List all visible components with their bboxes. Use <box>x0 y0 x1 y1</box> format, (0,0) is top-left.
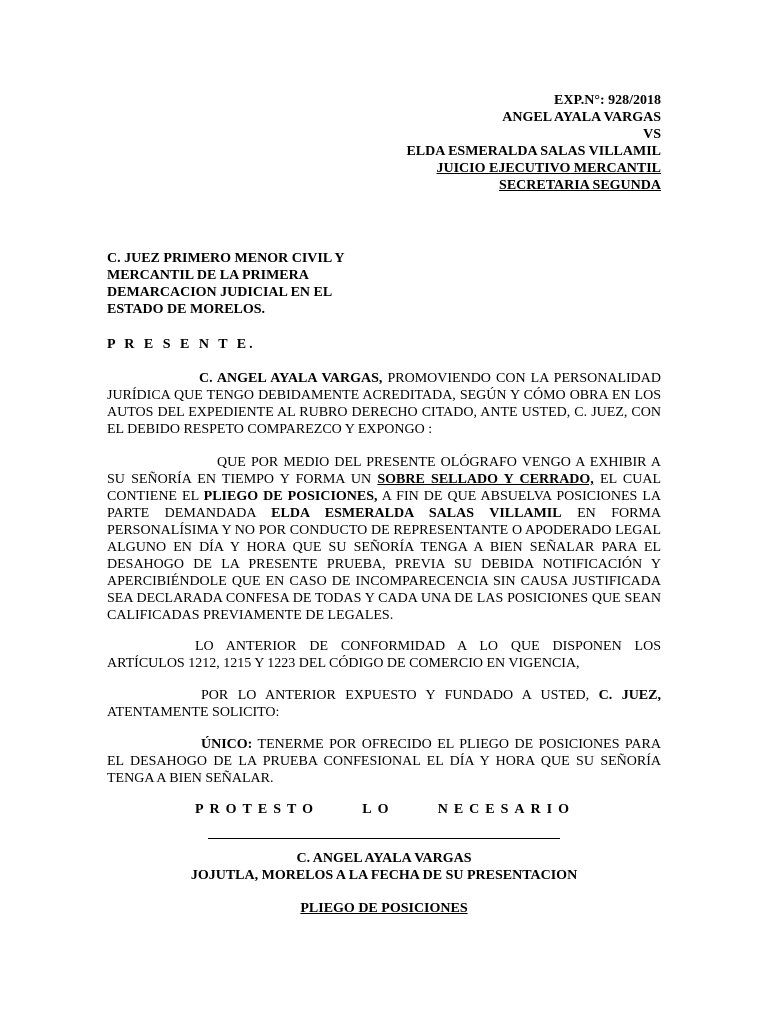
exhibit-paragraph <box>107 454 661 624</box>
addressee-line: ESTADO DE MORELOS. <box>107 302 266 317</box>
defendant-ref-text: ELDA ESMERALDA SALAS VILLAMIL <box>271 506 562 521</box>
legal-basis-paragraph: LO ANTERIOR DE CONFORMIDAD A LO QUE DISPONEN LOS ARTÍCULOS 1212, 1215 Y 1223 DEL CÓDIGO DE COMERCIO EN VIGENCIA, <box>107 639 661 671</box>
addressee-block <box>107 250 661 318</box>
case-header <box>107 92 661 194</box>
protesto-word: LO <box>362 802 395 817</box>
unico-paragraph <box>107 736 661 787</box>
addressee-line: DEMARCACION JUDICIAL EN EL <box>107 285 333 300</box>
pliego-ref-text: PLIEGO DE POSICIONES, <box>203 489 378 504</box>
protesto-word: NECESARIO <box>437 802 575 817</box>
signature-name: C. ANGEL AYALA VARGAS <box>296 851 472 866</box>
actor-name: ANGEL AYALA VARGAS <box>502 110 661 125</box>
signature-place: JOJUTLA, MORELOS A LA FECHA DE SU PRESENTACION <box>190 868 578 883</box>
secretaria-label: SECRETARIA SEGUNDA <box>499 178 661 193</box>
exhibit-text: EL CUAL CONTIENE EL <box>107 472 661 504</box>
versus-label: VS <box>643 127 661 142</box>
exhibit-text: QUE POR MEDIO DEL PRESENTE OLÓGRAFO VENGO A EXHIBIR A SU SEÑORÍA EN TIEMPO Y FORMA UN <box>107 455 661 487</box>
intro-text: PROMOVIENDO CON LA PERSONALIDAD JURÍDICA QUE TENGO DEBIDAMENTE ACREDITADA, SEGÚN Y CÓMO OBRA EN LOS AUTOS DEL EXPEDIENTE AL RUBRO DERECHO CITADO, ANTE USTED, C. JUEZ, CON EL DEBIDO RESPETO COMPAREZCO Y EXPONGO : <box>107 371 662 437</box>
request-text: POR LO ANTERIOR EXPUESTO Y FUNDADO A USTED, <box>201 688 599 703</box>
exhibit-text: A FIN DE QUE ABSUELVA POSICIONES LA PARTE DEMANDADA <box>107 489 661 521</box>
signature-line <box>208 838 560 839</box>
unico-label: ÚNICO: <box>201 737 253 752</box>
pliego-title: PLIEGO DE POSICIONES <box>300 901 468 916</box>
document-page <box>107 92 661 917</box>
expediente-number: EXP.N°: 928/2018 <box>554 93 661 108</box>
protesto-word: PROTESTO <box>195 802 319 817</box>
sobre-sellado-text: SOBRE SELLADO Y CERRADO, <box>377 472 594 487</box>
addressee-line: MERCANTIL DE LA PRIMERA <box>107 268 309 283</box>
promovente-name: C. ANGEL AYALA VARGAS, <box>199 371 383 386</box>
unico-text: TENERME POR OFRECIDO EL PLIEGO DE POSICIONES PARA EL DESAHOGO DE LA PRUEBA CONFESIONAL EL DÍA Y HORA QUE SU SEÑORÍA TENGA A BIEN SEÑALAR. <box>107 737 661 786</box>
request-paragraph <box>107 687 661 721</box>
request-text: ATENTAMENTE SOLICITO: <box>107 705 280 720</box>
addressee-line: C. JUEZ PRIMERO MENOR CIVIL Y <box>107 251 345 266</box>
presente-heading: P R E S E N T E. <box>107 337 256 352</box>
protesto-line <box>107 801 661 818</box>
defendant-name: ELDA ESMERALDA SALAS VILLAMIL <box>406 144 661 159</box>
juez-ref-text: C. JUEZ, <box>598 688 661 703</box>
exhibit-text: EN FORMA PERSONALÍSIMA Y NO POR CONDUCTO DE REPRESENTANTE O APODERADO LEGAL ALGUNO EN DÍA Y HORA QUE SU SEÑORÍA TENGA A BIEN SEÑALAR PARA EL DESAHOGO DE LA PRESENTE PRUEBA, PREVIA SU DEBIDA NOTIFICACIÓN Y APERCIBIÉNDOLE QUE EN CASO DE INCOMPARECENCIA SIN CAUSA JUSTIFICADA SEA DECLARADA CONFESA DE TODAS Y CADA UNA DE LAS POSICIONES QUE SEAN CALIFICADAS PREVIAMENTE DE LEGALES. <box>107 506 661 623</box>
intro-paragraph <box>107 370 661 438</box>
trial-type: JUICIO EJECUTIVO MERCANTIL <box>436 161 661 176</box>
